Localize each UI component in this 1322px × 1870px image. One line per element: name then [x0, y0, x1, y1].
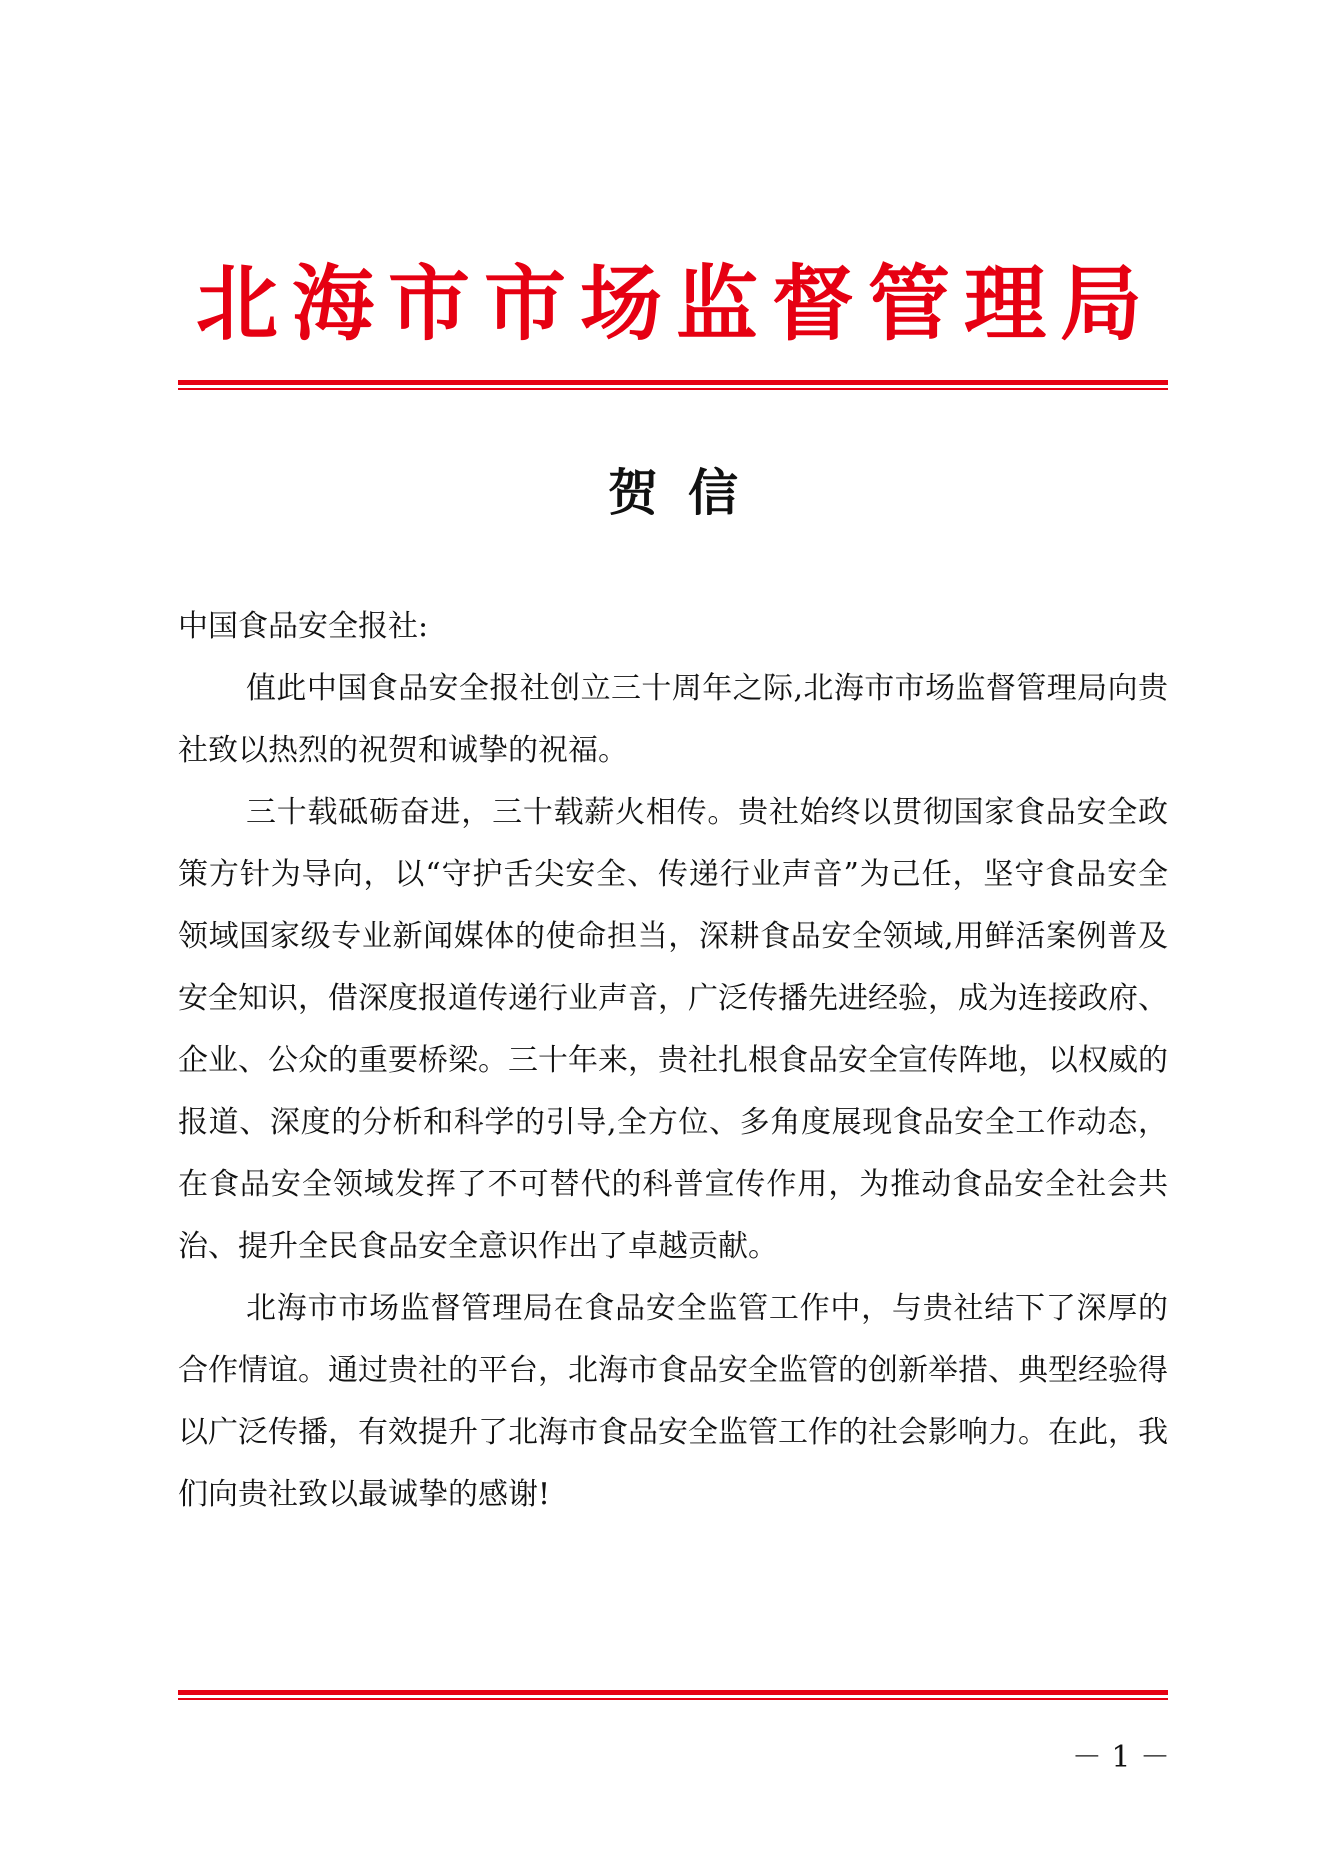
- letterhead-title: 北海市市场监督管理局: [195, 257, 1156, 352]
- paragraph: 值此中国食品安全报社创立三十周年之际,北海市市场监督管理局向贵社致以热烈的祝贺和诚挚的祝福。: [178, 671, 1168, 768]
- footer-divider: [178, 1690, 1168, 1700]
- letter-body: [178, 596, 1168, 1526]
- salutation: 中国食品安全报社:: [178, 609, 429, 644]
- page-number: － 1 －: [1071, 1740, 1170, 1775]
- paragraph: 北海市市场监督管理局在食品安全监管工作中，与贵社结下了深厚的合作情谊。通过贵社的平台，北海市食品安全监管的创新举措、典型经验得以广泛传播，有效提升了北海市食品安全监管工作的社会影响力。在此，我们向贵社致以最诚挚的感谢!: [178, 1291, 1168, 1512]
- letterhead-divider: [178, 380, 1168, 390]
- document-title: 贺信: [608, 463, 768, 522]
- paragraph: 三十载砥砺奋进，三十载薪火相传。贵社始终以贯彻国家食品安全政策方针为导向，以“守护舌尖安全、传递行业声音”为己任，坚守食品安全领域国家级专业新闻媒体的使命担当，深耕食品安全领域,用鲜活案例普及安全知识，借深度报道传递行业声音，广泛传播先进经验，成为连接政府、企业、公众的重要桥梁。三十年来，贵社扎根食品安全宣传阵地，以权威的报道、深度的分析和科学的引导,全方位、多角度展现食品安全工作动态，在食品安全领域发挥了不可替代的科普宣传作用，为推动食品安全社会共治、提升全民食品安全意识作出了卓越贡献。: [178, 795, 1168, 1264]
